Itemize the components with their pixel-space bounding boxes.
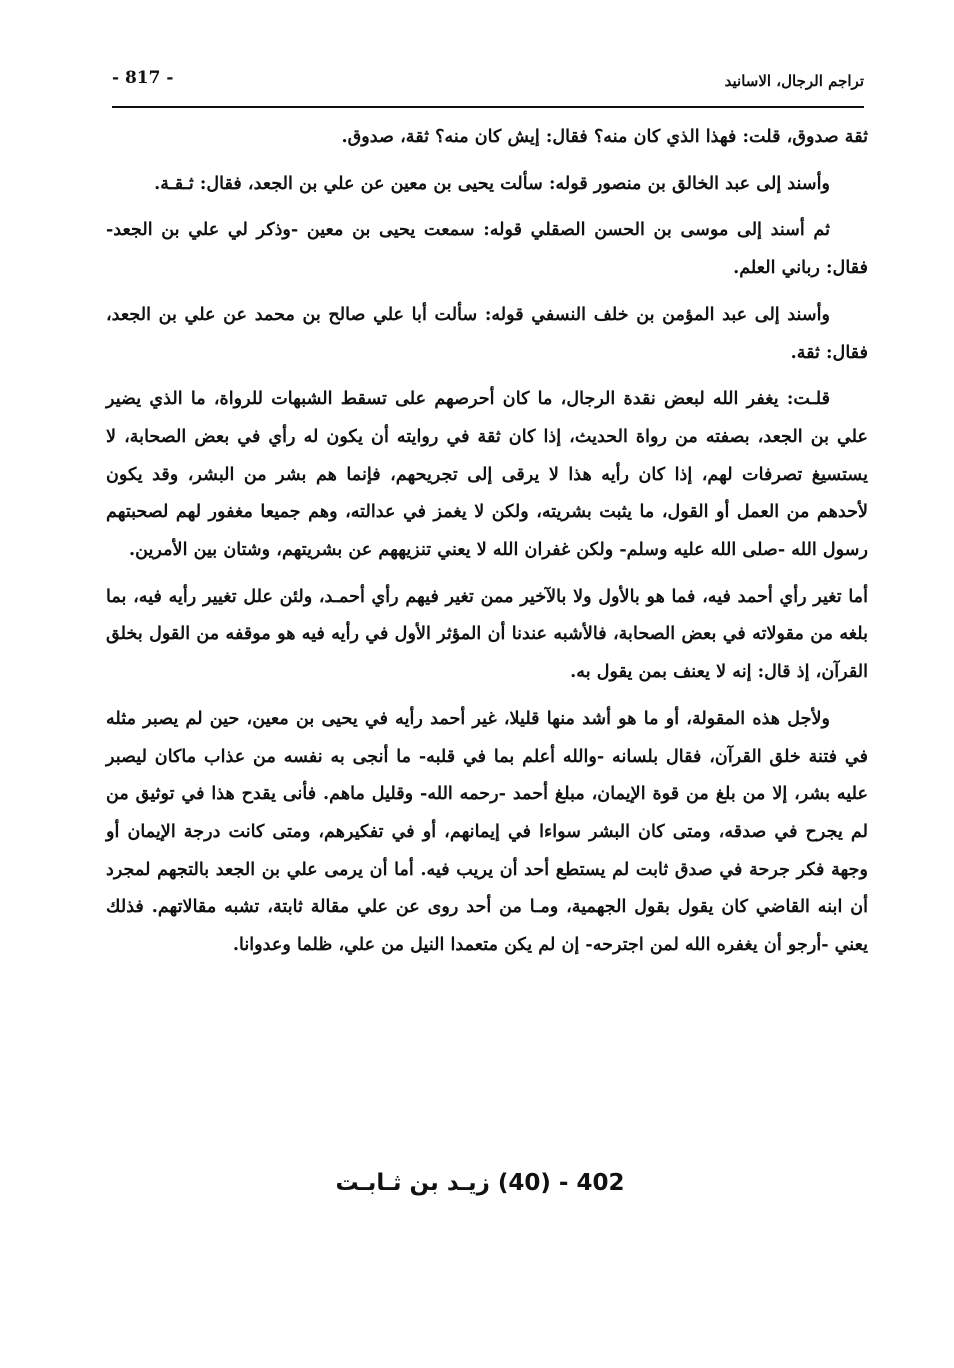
paragraph-3: ثم أسند إلى موسى بن الحسن الصقلي قوله: سمعت يحيى بن معين -وذكر لي علي بن الجعد- فقال: رباني العلم. (106, 219, 868, 279)
paragraph-6: أما تغير رأي أحمد فيه، فما هو بالأول ولا بالآخير ممن تغير فيهم رأي أحمـد، ولئن علل تغيير رأيه فيه، بما بلغه من مقولاته في بعض الصحابة، فالأشبه عندنا أن المؤثر الأول في رأيه فيه هو موقفه من القول بخلق القرآن، إذ قال: إنه لا يعنف بمن يقول به. (106, 585, 868, 683)
body-text (106, 118, 868, 973)
paragraph-2: وأسند إلى عبد الخالق بن منصور قوله: سألت يحيى بن معين عن علي بن الجعد، فقال: ثـقـة. (154, 172, 830, 194)
header-title: تراجم الرجال، الاسانيد (724, 72, 864, 90)
paragraph-1: ثقة صدوق، قلت: فهذا الذي كان منه؟ فقال: إيش كان منه؟ ثقة، صدوق. (341, 126, 868, 147)
paragraph-4: وأسند إلى عبد المؤمن بن خلف النسفي قوله: سألت أبا علي صالح بن محمد عن علي بن الجعد، فقال: ثقة. (106, 303, 868, 363)
section-heading: 402 - (40) زيـد بن ثـابـت (335, 1170, 625, 1196)
running-header (112, 64, 864, 100)
header-rule (112, 106, 864, 108)
page-number: - 817 - (112, 68, 174, 88)
paragraph-7: ولأجل هذه المقولة، أو ما هو أشد منها قليلا، غير أحمد رأيه في يحيى بن معين، حين لم يصبر مثله في فتنة خلق القرآن، فقال بلسانه -والله أعلم بما في قلبه- ما أنجى به نفسه من عذاب ماكان ليصبر عليه بشر، إلا من بلغ من قوة الإيمان، مبلغ أحمد -رحمه الله- وقليل ماهم. فأنى يقدح هذا في توثيق من لم يجرح في صدقه، ومتى كان البشر سواءا في إيمانهم، أو في تفكيرهم، ومتى كانت درجة الإيمان أو وجهة فكر جرحة في صدق ثابت لم يستطع أحد أن يريب فيه. أما أن يرمى علي بن الجعد بالتجهم لمجرد أن ابنه القاضي كان يقول بقول الجهمية، ومـا من أحد روى عن علي مقالة ثابتة، تشبه مقالاتهم. فذلك يعني -أرجو أن يغفره الله لمن اجترحه- إن لم يكن متعمدا النيل من علي، ظلما وعدوانا. (106, 707, 868, 956)
paragraph-5: قلـت: يغفر الله لبعض نقدة الرجال، ما كان أحرصهم على تسقط الشبهات للرواة، ما الذي يضير علي بن الجعد، بصفته من رواة الحديث، إذا كان ثقة في روايته أن يكون له رأي في بعض الصحابة، لا يستسيغ تصرفات لهم، إذا كان رأيه هذا لا يرقى إلى تجريحهم، فإنما هم بشر من البشر، وقد يكون لأحدهم من العمل أو القول، ما يثبت بشريته، ولكن لا يغمز في عدالته، وهم جميعا مغفور لهم لصحبتهم رسول الله -صلى الله عليه وسلم- ولكن غفران الله لا يعني تنزيههم عن بشريتهم، وشتان بين الأمرين. (106, 388, 868, 561)
